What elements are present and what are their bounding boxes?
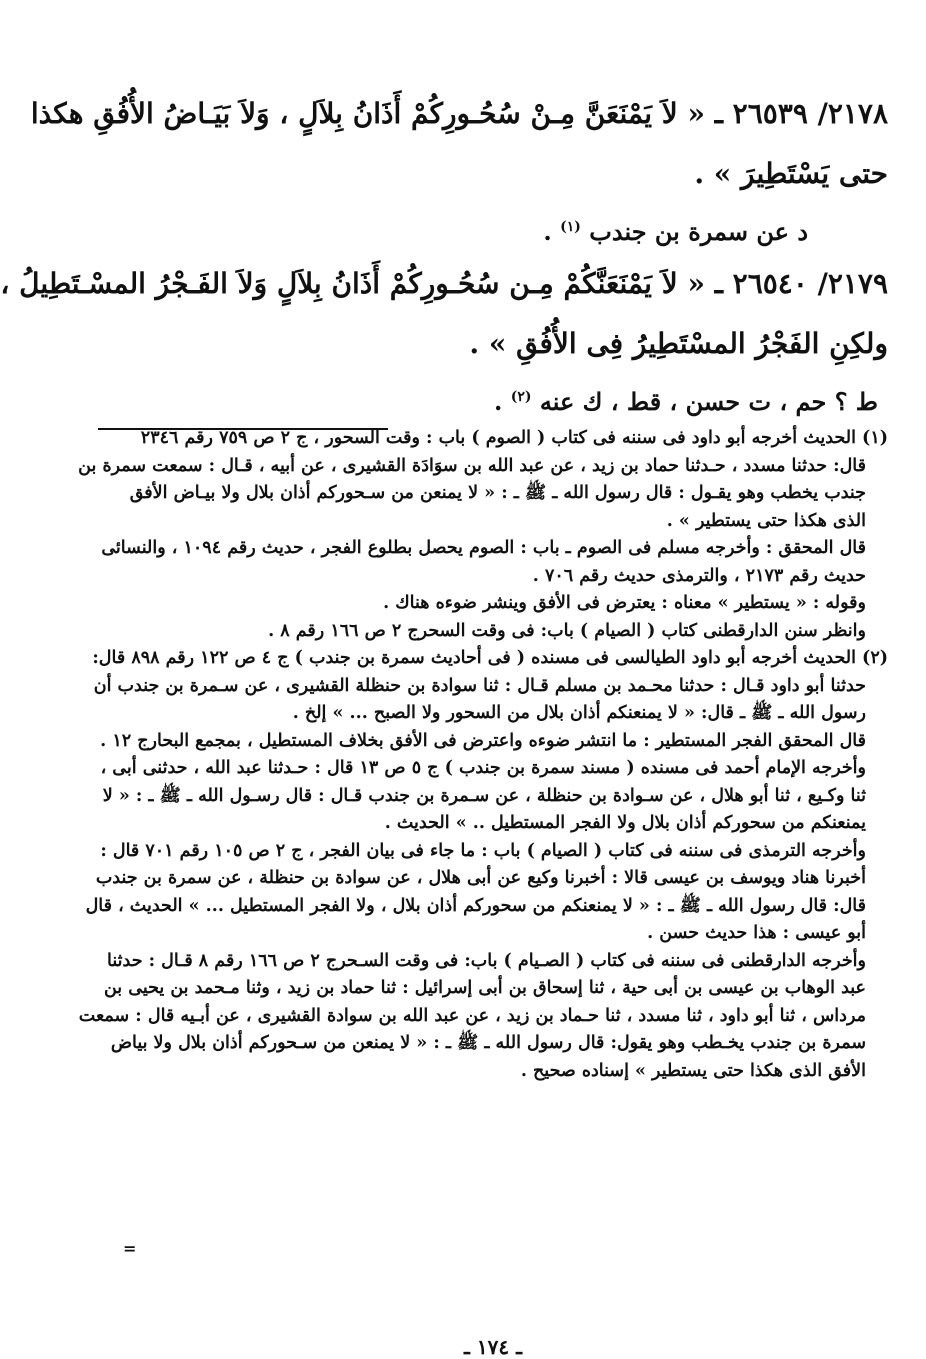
hadith-2178-attribution xyxy=(98,215,808,249)
footnotes-block xyxy=(78,425,888,1085)
footnote-line: وأخرجه الدارقطنى فى سننه فى كتاب ( الصـيام ) باب: فى وقت السـحرج ٢ ص ١٦٦ رقم ٨ قـال : حدثنا xyxy=(107,950,866,971)
footnote-line: وأخرجه الإمام أحمد فى مسنده ( مسند سمرة بن جندب ) ج ٥ ص ١٣ قال : حـدثنا عبد الله ، حدثنى أبى ، xyxy=(100,758,866,778)
hadith-2179-line-1: ٢١٧٩/ ٢٦٥٤٠ ـ « لاَ يَمْنَعَنَّكُمْ مِـن سُحُـورِكُمْ أَذَانُ بِلاَلٍ وَلاَ الفَـجْرُ المسْـتَطِيلُ ، xyxy=(0,267,888,300)
footnote-marker-2: (٢) xyxy=(510,389,532,405)
footnote-line: رسول الله ـ ﷺ ـ قال: « لا يمنعنكم أذان بلال من السحور ولا الصبح ... » إلخ . xyxy=(292,703,866,723)
hadith-2179-line-2: ولكِنِ الفَجْرُ المسْتَطِيرُ فِى الأُفُقِ » . xyxy=(469,327,888,360)
footnote-line: سمرة بن جندب يخـطب وهو يقول: قال رسول الله ـ ﷺ ـ : « لا يمنعن من سـحوركم أذان بلال ولا بياض xyxy=(110,1033,866,1053)
attribution-end: . xyxy=(543,217,552,246)
attribution-text: د عن سمرة بن جندب xyxy=(589,217,808,246)
footnote-line: يمنعنكم من سحوركم أذان بلال ولا الفجر المستطيل .. » الحديث . xyxy=(384,813,866,833)
attribution-text: ط ؟ حم ، ت حسن ، قط ، ك عنه xyxy=(539,387,878,416)
continuation-mark: = xyxy=(123,1239,137,1258)
footnote-line: قال: قال رسول الله ـ ﷺ ـ : « لا يمنعنكم من سحوركم أذان بلال ، ولا الفجر المستطيل ... » الحديث ، قال xyxy=(85,895,866,916)
main-text-block xyxy=(0,95,888,419)
footnote-line: ثنا وكـيع ، ثنا أبو هلال ، عن سـوادة بن حنظلة ، عن سـمرة بن جندب قـال : قال رسـول الله ـ ﷺ ـ : « لا xyxy=(102,785,866,806)
footnote-line: حديث رقم ٢١٧٣ ، والترمذى حديث رقم ٧٠٦ . xyxy=(532,565,866,586)
hadith-2178-line-2: حتى يَسْتَطِيرَ » . xyxy=(694,157,888,190)
footnote-line: عبد الوهاب بن عيسى بن أبى حية ، ثنا إسحاق بن أبى إسرائيل : ثنا حماد بن زيد ، وثنا مـحمد بن يحيى بن xyxy=(103,978,866,998)
footnote-line: الأفق الذى هكذا حتى يستطير » إسناده صحيح . xyxy=(520,1060,866,1081)
footnote-line: قال المحقق : وأخرجه مسلم فى الصوم ـ باب : الصوم يحصل بطلوع الفجر ، حديث رقم ١٠٩٤ ، والنسائى xyxy=(101,538,866,558)
hadith-2179-attribution xyxy=(98,385,878,419)
footnote-line: حدثنا أبو داود قـال : حدثنا محـمد بن مسلم قـال : ثنا سوادة بن حنظلة القشيرى ، عن سـمرة بن جندب أن xyxy=(93,675,866,696)
footnote-line: مرداس ، ثنا أبو داود ، ثنا مسدد ، ثنا حـماد بن زيد ، عن عبد الله بن سوادة القشيرى ، عن أبـيه قال : سمعت xyxy=(78,1005,866,1026)
attribution-end: . xyxy=(494,387,503,416)
footnote-line: وأخرجه الترمذى فى سننه فى كتاب ( الصيام ) باب : ما جاء فى بيان الفجر ، ج ٢ ص ١٠٥ رقم ٧٠١ قال : xyxy=(100,840,866,861)
page-number: ـ ١٧٤ ـ xyxy=(464,1335,522,1359)
footnote-line: أبو عيسى : هذا حديث حسن . xyxy=(647,923,866,943)
book-page xyxy=(0,95,888,1359)
footnote-marker-1: (١) xyxy=(560,219,581,235)
footnote-line: وانظر سنن الدارقطنى كتاب ( الصيام ) باب: فى وقت السحرج ٢ ص ١٦٦ رقم ٨ . xyxy=(268,620,866,641)
footnote-line: جندب يخطب وهو يقـول : قال رسول الله ـ ﷺ ـ : « لا يمنعن من سـحوركم أذان بلال ولا بيـاض الأفق xyxy=(129,483,866,503)
footnote-line: وقوله : « يستطير » معناه : يعترض فى الأفق وينشر ضوءه هناك . xyxy=(383,593,866,613)
footnote-line: قال: حدثنا مسدد ، حـدثنا حماد بن زيد ، عن عبد الله بن سوَادَة القشيرى ، عن أبيه ، قـال : سمعت سمرة بن xyxy=(78,455,866,476)
footnote-line: (١) الحديث أخرجه أبو داود فى سننه فى كتاب ( الصوم ) باب : وقت السحور ، ج ٢ ص ٧٥٩ رقم ٢٣٤٦ xyxy=(140,428,888,448)
footnote-line: (٢) الحديث أخرجه أبو داود الطيالسى فى مسنده ( فى أحاديث سمرة بن جندب ) ج ٤ ص ١٢٢ رقم ٨٩٨ قال: xyxy=(92,648,888,668)
footnote-line: الذى هكذا حتى يستطير » . xyxy=(666,510,866,531)
footnote-line: قال المحقق الفجر المستطير : ما انتشر ضوءه واعترض فى الأفق بخلاف المستطيل ، بمجمع البحارج ١٢ . xyxy=(100,730,866,751)
footnote-line: أخبرنا هناد ويوسف بن عيسى قالا : أخبرنا وكيع عن أبى هلال ، عن سوادة بن حنظلة ، عن سمرة بن جندب xyxy=(95,868,866,888)
hadith-2178-line-1: ٢١٧٨/ ٢٦٥٣٩ ـ « لاَ يَمْنَعَنَّ مِـنْ سُحُـورِكُمْ أَذَانُ بِلاَلٍ ، وَلاَ بَيَـاضُ الأُفُقِ هكذا xyxy=(30,97,888,130)
